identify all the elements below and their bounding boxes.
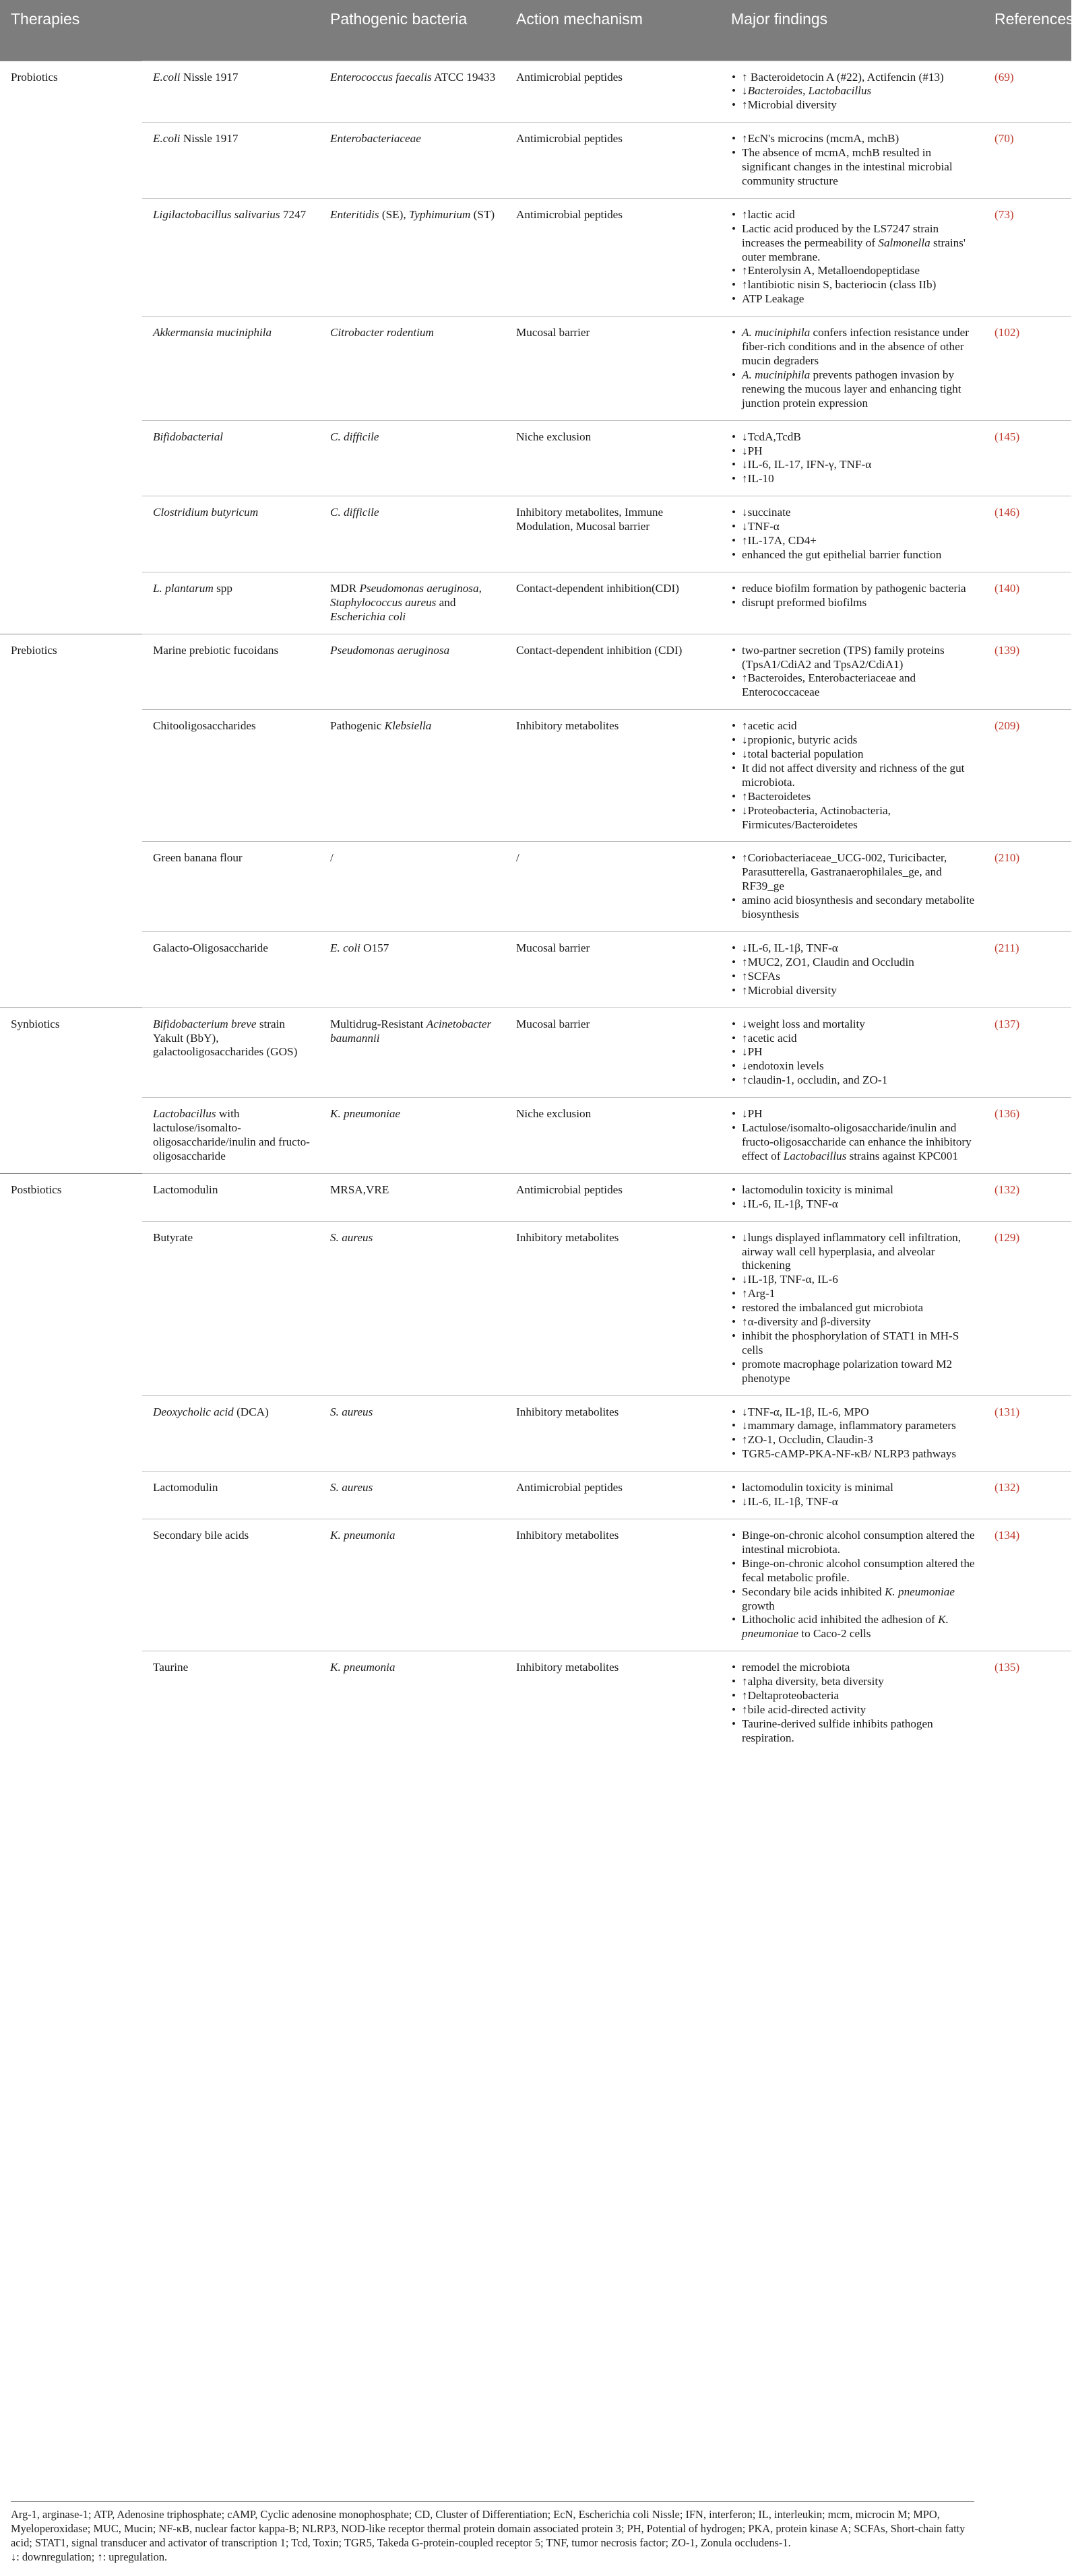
finding-item: • A. muciniphila confers infection resistance under fiber-rich conditions and in the absence of other mucin degraders	[731, 326, 978, 368]
findings-list	[731, 582, 978, 610]
major-findings	[720, 1173, 984, 1221]
finding-item: • reduce biofilm formation by pathogenic bacteria	[731, 582, 978, 596]
header-major-findings: Major findings	[720, 0, 984, 61]
finding-item: • ↑EcN's microcins (mcmA, mchB)	[731, 132, 978, 146]
finding-item: • Taurine-derived sulfide inhibits pathogen respiration.	[731, 1717, 978, 1746]
reference-link[interactable]: (134)	[984, 1519, 1071, 1651]
therapy-group: Synbiotics	[0, 1008, 142, 1098]
table-row	[0, 1221, 1071, 1395]
therapy-name: Green banana flour	[142, 842, 319, 932]
pathogenic-bacteria: K. pneumoniae	[319, 1098, 505, 1174]
table-row	[0, 1519, 1071, 1651]
findings-list	[731, 1661, 978, 1745]
major-findings	[720, 198, 984, 316]
finding-item: • ↑Bacteroidetes	[731, 790, 978, 804]
major-findings	[720, 1395, 984, 1472]
reference-link[interactable]: (146)	[984, 496, 1071, 572]
major-findings	[720, 710, 984, 842]
findings-list	[731, 506, 978, 562]
finding-item: • ↓IL-6, IL-1β, TNF-α	[731, 1495, 978, 1509]
finding-item: • ↓Bacteroides, Lactobacillus	[731, 84, 978, 98]
table-footnote	[11, 2501, 974, 2564]
finding-item: • ↓IL-6, IL-1β, TNF-α	[731, 942, 978, 956]
table-row	[0, 572, 1071, 634]
findings-list	[731, 71, 978, 113]
table-header	[0, 0, 1074, 61]
reference-link[interactable]: (70)	[984, 123, 1071, 199]
finding-item: • remodel the microbiota	[731, 1661, 978, 1675]
pathogenic-bacteria: C. difficile	[319, 420, 505, 496]
pathogenic-bacteria: Pseudomonas aeruginosa	[319, 634, 505, 710]
therapy-group	[0, 1395, 142, 1472]
header-action-mechanism: Action mechanism	[505, 0, 720, 61]
findings-list	[731, 719, 978, 832]
therapy-group	[0, 932, 142, 1008]
finding-item: • ↓IL-6, IL-1β, TNF-α	[731, 1197, 978, 1212]
reference-link[interactable]: (145)	[984, 420, 1071, 496]
therapy-group	[0, 1098, 142, 1174]
therapy-name: Clostridium butyricum	[142, 496, 319, 572]
header-references: References	[984, 0, 1071, 61]
finding-item: • The absence of mcmA, mchB resulted in significant changes in the intestinal microbial community structure	[731, 146, 978, 189]
finding-item: • ↑Coriobacteriaceae_UCG-002, Turicibacter, Parasutterella, Gastranaerophilales_ge, and RF39_ge	[731, 851, 978, 894]
major-findings	[720, 1221, 984, 1395]
table-row	[0, 842, 1071, 932]
finding-item: • two-partner secretion (TPS) family proteins (TpsA1/CdiA2 and TpsA2/CdiA1)	[731, 644, 978, 672]
therapy-name: Lactomodulin	[142, 1173, 319, 1221]
findings-list	[731, 1018, 978, 1088]
therapy-name: Galacto-Oligosaccharide	[142, 932, 319, 1008]
therapy-group: Postbiotics	[0, 1173, 142, 1221]
finding-item: • enhanced the gut epithelial barrier function	[731, 548, 978, 562]
reference-link[interactable]: (209)	[984, 710, 1071, 842]
therapy-group	[0, 420, 142, 496]
reference-link[interactable]: (131)	[984, 1395, 1071, 1472]
action-mechanism: Inhibitory metabolites	[505, 1221, 720, 1395]
finding-item: • ↑bile acid-directed activity	[731, 1703, 978, 1717]
action-mechanism: Antimicrobial peptides	[505, 1173, 720, 1221]
reference-link[interactable]: (140)	[984, 572, 1071, 634]
pathogenic-bacteria: MRSA,VRE	[319, 1173, 505, 1221]
pathogenic-bacteria: S. aureus	[319, 1472, 505, 1519]
pathogenic-bacteria: K. pneumonia	[319, 1651, 505, 1755]
finding-item: • ↑Bacteroides, Enterobacteriaceae and Enterococcaceae	[731, 671, 978, 700]
finding-item: • It did not affect diversity and richness of the gut microbiota.	[731, 762, 978, 790]
finding-item: • ↓Proteobacteria, Actinobacteria, Firmicutes/Bacteroidetes	[731, 804, 978, 832]
finding-item: • ↓succinate	[731, 506, 978, 520]
finding-item: • Lithocholic acid inhibited the adhesion of K. pneumoniae to Caco-2 cells	[731, 1613, 978, 1641]
findings-list	[731, 1183, 978, 1212]
findings-list	[731, 326, 978, 410]
pathogenic-bacteria: K. pneumonia	[319, 1519, 505, 1651]
finding-item: • ↑IL-17A, CD4+	[731, 534, 978, 548]
finding-item: • ↑Microbial diversity	[731, 984, 978, 998]
finding-item: • amino acid biosynthesis and secondary metabolite biosynthesis	[731, 894, 978, 922]
reference-link[interactable]: (102)	[984, 317, 1071, 420]
major-findings	[720, 1651, 984, 1755]
pathogenic-bacteria: S. aureus	[319, 1395, 505, 1472]
therapy-group	[0, 198, 142, 316]
pathogenic-bacteria: Citrobacter rodentium	[319, 317, 505, 420]
table-row	[0, 420, 1071, 496]
therapy-name: Marine prebiotic fucoidans	[142, 634, 319, 710]
finding-item: • ↓PH	[731, 1107, 978, 1121]
therapy-name: Bifidobacterial	[142, 420, 319, 496]
finding-item: • ↑α-diversity and β-diversity	[731, 1315, 978, 1329]
major-findings	[720, 496, 984, 572]
therapy-group	[0, 1221, 142, 1395]
header-row	[0, 0, 1071, 61]
reference-link[interactable]: (210)	[984, 842, 1071, 932]
table-row	[0, 1651, 1071, 1755]
finding-item: • lactomodulin toxicity is minimal	[731, 1183, 978, 1197]
therapy-name: Lactobacillus with lactulose/isomalto-oligosaccharide/inulin and fructo-oligosaccharide	[142, 1098, 319, 1174]
finding-item: • Binge-on-chronic alcohol consumption altered the intestinal microbiota.	[731, 1529, 978, 1557]
reference-link[interactable]: (137)	[984, 1008, 1071, 1098]
pathogenic-bacteria: Enteritidis (SE), Typhimurium (ST)	[319, 198, 505, 316]
finding-item: • ↑Arg-1	[731, 1287, 978, 1301]
table-row	[0, 123, 1071, 199]
header-therapies: Therapies	[0, 0, 142, 61]
header-pathogenic-bacteria: Pathogenic bacteria	[319, 0, 505, 61]
major-findings	[720, 932, 984, 1008]
findings-list	[731, 1107, 978, 1164]
action-mechanism: Niche exclusion	[505, 420, 720, 496]
finding-item: • ↓endotoxin levels	[731, 1059, 978, 1074]
findings-list	[731, 1481, 978, 1509]
major-findings	[720, 1098, 984, 1174]
reference-link[interactable]: (69)	[984, 61, 1071, 123]
table-row	[0, 1472, 1071, 1519]
finding-item: • ↓mammary damage, inflammatory parameters	[731, 1419, 978, 1433]
action-mechanism: Antimicrobial peptides	[505, 61, 720, 123]
finding-item: • promote macrophage polarization toward M2 phenotype	[731, 1358, 978, 1386]
action-mechanism: Contact-dependent inhibition (CDI)	[505, 634, 720, 710]
findings-list	[731, 1406, 978, 1462]
therapy-group	[0, 1651, 142, 1755]
major-findings	[720, 634, 984, 710]
therapy-group	[0, 496, 142, 572]
finding-item: • ↑alpha diversity, beta diversity	[731, 1675, 978, 1689]
finding-item: • ↓TNF-α	[731, 520, 978, 534]
finding-item: • ↓total bacterial population	[731, 748, 978, 762]
reference-link[interactable]: (211)	[984, 932, 1071, 1008]
finding-item: • TGR5-cAMP-PKA-NF-κB/ NLRP3 pathways	[731, 1447, 978, 1461]
major-findings	[720, 572, 984, 634]
pathogenic-bacteria: E. coli O157	[319, 932, 505, 1008]
table-row	[0, 1395, 1071, 1472]
pathogenic-bacteria: S. aureus	[319, 1221, 505, 1395]
therapy-name: Bifidobacterium breve strain Yakult (BbY), galactooligosaccharides (GOS)	[142, 1008, 319, 1098]
table-row	[0, 496, 1071, 572]
major-findings	[720, 1472, 984, 1519]
therapy-name: Deoxycholic acid (DCA)	[142, 1395, 319, 1472]
pathogenic-bacteria: C. difficile	[319, 496, 505, 572]
finding-item: • ↑MUC2, ZO1, Claudin and Occludin	[731, 956, 978, 970]
finding-item: • ↓PH	[731, 444, 978, 459]
therapy-name: Butyrate	[142, 1221, 319, 1395]
action-mechanism: Inhibitory metabolites, Immune Modulation, Mucosal barrier	[505, 496, 720, 572]
action-mechanism: Niche exclusion	[505, 1098, 720, 1174]
table-row	[0, 634, 1071, 710]
action-mechanism: Antimicrobial peptides	[505, 1472, 720, 1519]
major-findings	[720, 123, 984, 199]
pathogenic-bacteria: Multidrug-Resistant Acinetobacter baumannii	[319, 1008, 505, 1098]
table-row	[0, 61, 1071, 123]
action-mechanism: Inhibitory metabolites	[505, 710, 720, 842]
table-row	[0, 198, 1071, 316]
finding-item: • disrupt preformed biofilms	[731, 596, 978, 610]
finding-item: • inhibit the phosphorylation of STAT1 in MH-S cells	[731, 1329, 978, 1358]
finding-item: • ↓IL-6, IL-17, IFN-γ, TNF-α	[731, 458, 978, 472]
pathogenic-bacteria: MDR Pseudomonas aeruginosa, Staphylococcus aureus and Escherichia coli	[319, 572, 505, 634]
finding-item: • ↑ Bacteroidetocin A (#22), Actifencin (#13)	[731, 71, 978, 85]
action-mechanism: Inhibitory metabolites	[505, 1519, 720, 1651]
finding-item: • Secondary bile acids inhibited K. pneumoniae growth	[731, 1585, 978, 1614]
finding-item: • Lactulose/isomalto-oligosaccharide/inulin and fructo-oligosaccharide can enhance the inhibitory effect of Lactobacillus strains against KPC001	[731, 1121, 978, 1164]
finding-item: • ↑acetic acid	[731, 1032, 978, 1046]
therapy-name: Taurine	[142, 1651, 319, 1755]
action-mechanism: Antimicrobial peptides	[505, 198, 720, 316]
table-row	[0, 1173, 1071, 1221]
reference-link[interactable]: (139)	[984, 634, 1071, 710]
major-findings	[720, 842, 984, 932]
pathogenic-bacteria: /	[319, 842, 505, 932]
footnote-abbreviations: Arg-1, arginase-1; ATP, Adenosine triphosphate; cAMP, Cyclic adenosine monophosphate; CD, Cluster of Differentiation; EcN, Escherichia coli Nissle; IFN, interferon; IL, interleukin; mcm, microcin M; MPO, Myeloperoxidase; MUC, Mucin; NF-κB, nuclear factor kappa-B; NLRP3, NOD-like receptor thermal protein domain associated protein 3; PH, Potential of hydrogen; PKA, protein kinase A; SCFAs, Short-chain fatty acid; STAT1, signal transducer and activator of transcription 1; Tcd, Toxin; TGR5, Takeda G-protein-coupled receptor 5; TNF, tumor necrosis factor; ZO-1, Zonula occludens-1.	[11, 2508, 966, 2549]
findings-list	[731, 132, 978, 189]
therapy-name: Chitooligosaccharides	[142, 710, 319, 842]
therapy-name: Secondary bile acids	[142, 1519, 319, 1651]
findings-list	[731, 1231, 978, 1386]
reference-link[interactable]: (73)	[984, 198, 1071, 316]
table-body	[0, 61, 1071, 1755]
reference-link[interactable]: (129)	[984, 1221, 1071, 1395]
finding-item: • ↑lactic acid	[731, 208, 978, 222]
therapy-group: Probiotics	[0, 61, 142, 123]
therapy-group	[0, 1472, 142, 1519]
table-row	[0, 1008, 1071, 1098]
finding-item: • ↓lungs displayed inflammatory cell infiltration, airway wall cell hyperplasia, and alveolar thickening	[731, 1231, 978, 1274]
finding-item: • ↑Enterolysin A, Metalloendopeptidase	[731, 264, 978, 278]
finding-item: • ↓TNF-α, IL-1β, IL-6, MPO	[731, 1406, 978, 1420]
therapy-group	[0, 710, 142, 842]
major-findings	[720, 1008, 984, 1098]
finding-item: • A. muciniphila prevents pathogen invasion by renewing the mucous layer and enhancing tight junction protein expression	[731, 368, 978, 411]
finding-item: • ↑SCFAs	[731, 970, 978, 984]
finding-item: • ↓PH	[731, 1045, 978, 1059]
therapy-name: E.coli Nissle 1917	[142, 61, 319, 123]
table-row	[0, 1098, 1071, 1174]
header-therapy-name	[142, 0, 319, 61]
finding-item: • Lactic acid produced by the LS7247 strain increases the permeability of Salmonella strains' outer membrane.	[731, 222, 978, 265]
therapy-group	[0, 317, 142, 420]
action-mechanism: Mucosal barrier	[505, 932, 720, 1008]
finding-item: • ↑acetic acid	[731, 719, 978, 733]
finding-item: • ↑Deltaproteobacteria	[731, 1689, 978, 1703]
therapy-name: Akkermansia muciniphila	[142, 317, 319, 420]
finding-item: • ↓weight loss and mortality	[731, 1018, 978, 1032]
therapy-group	[0, 842, 142, 932]
reference-link[interactable]: (132)	[984, 1173, 1071, 1221]
therapy-name: Lactomodulin	[142, 1472, 319, 1519]
finding-item: • ↓IL-1β, TNF-α, IL-6	[731, 1273, 978, 1287]
finding-item: • ↑IL-10	[731, 472, 978, 486]
action-mechanism: Mucosal barrier	[505, 1008, 720, 1098]
table-row	[0, 710, 1071, 842]
major-findings	[720, 420, 984, 496]
finding-item: • ↑Microbial diversity	[731, 98, 978, 112]
major-findings	[720, 317, 984, 420]
therapy-name: Ligilactobacillus salivarius 7247	[142, 198, 319, 316]
reference-link[interactable]: (132)	[984, 1472, 1071, 1519]
findings-list	[731, 942, 978, 998]
finding-item: • ↑claudin-1, occludin, and ZO-1	[731, 1074, 978, 1088]
finding-item: • ↓TcdA,TcdB	[731, 430, 978, 444]
therapy-name: L. plantarum spp	[142, 572, 319, 634]
finding-item: • ↓propionic, butyric acids	[731, 733, 978, 748]
therapy-group: Prebiotics	[0, 634, 142, 710]
table-row	[0, 317, 1071, 420]
action-mechanism: Antimicrobial peptides	[505, 123, 720, 199]
action-mechanism: /	[505, 842, 720, 932]
findings-list	[731, 208, 978, 306]
major-findings	[720, 1519, 984, 1651]
finding-item: • Binge-on-chronic alcohol consumption altered the fecal metabolic profile.	[731, 1557, 978, 1585]
findings-list	[731, 1529, 978, 1641]
pathogenic-bacteria: Enterococcus faecalis ATCC 19433	[319, 61, 505, 123]
findings-list	[731, 644, 978, 700]
pathogenic-bacteria: Enterobacteriaceae	[319, 123, 505, 199]
finding-item: • ↑ZO-1, Occludin, Claudin-3	[731, 1433, 978, 1447]
footnote-legend: ↓: downregulation; ↑: upregulation.	[11, 2550, 168, 2563]
therapy-group	[0, 123, 142, 199]
finding-item: • lactomodulin toxicity is minimal	[731, 1481, 978, 1495]
action-mechanism: Inhibitory metabolites	[505, 1395, 720, 1472]
finding-item: • restored the imbalanced gut microbiota	[731, 1301, 978, 1315]
reference-link[interactable]: (135)	[984, 1651, 1071, 1755]
finding-item: • ↑lantibiotic nisin S, bacteriocin (class IIb)	[731, 278, 978, 292]
major-findings	[720, 61, 984, 123]
action-mechanism: Inhibitory metabolites	[505, 1651, 720, 1755]
finding-item: • ATP Leakage	[731, 292, 978, 306]
pathogenic-bacteria: Pathogenic Klebsiella	[319, 710, 505, 842]
therapy-name: E.coli Nissle 1917	[142, 123, 319, 199]
table-row	[0, 932, 1071, 1008]
therapy-group	[0, 572, 142, 634]
action-mechanism: Mucosal barrier	[505, 317, 720, 420]
findings-list	[731, 851, 978, 922]
reference-link[interactable]: (136)	[984, 1098, 1071, 1174]
therapy-group	[0, 1519, 142, 1651]
action-mechanism: Contact-dependent inhibition(CDI)	[505, 572, 720, 634]
findings-list	[731, 430, 978, 487]
